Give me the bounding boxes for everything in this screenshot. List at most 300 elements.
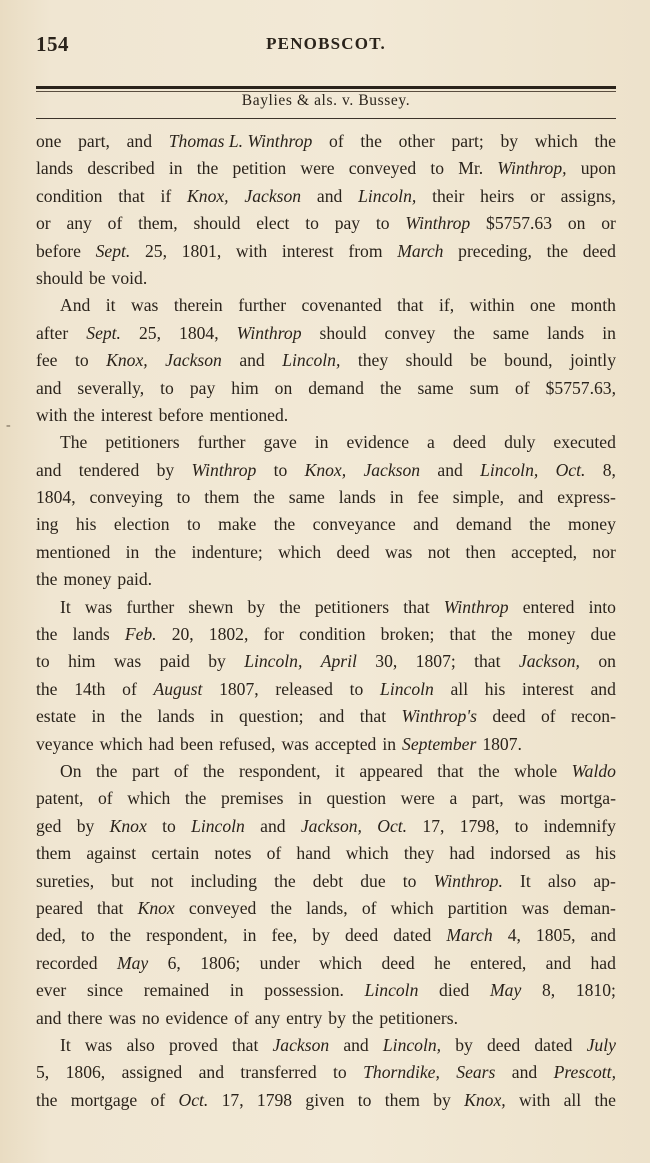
word: the	[36, 1089, 58, 1110]
word: mentioned	[36, 541, 111, 562]
italic-word	[572, 758, 616, 785]
italic-text: Lincoln	[364, 980, 419, 1001]
word: further	[197, 432, 246, 453]
italic-text: Winthrop.	[433, 870, 503, 891]
word: released	[275, 678, 333, 699]
word: that	[359, 706, 387, 727]
word: of	[266, 843, 282, 864]
italic-text: Knox	[137, 897, 175, 918]
word: deed	[486, 1034, 521, 1055]
italic-word	[154, 676, 203, 703]
word: there	[67, 1007, 103, 1028]
word: lands,	[306, 897, 348, 918]
word: condition	[36, 185, 103, 206]
word: to	[74, 350, 89, 371]
text-line	[36, 840, 616, 867]
italic-word	[363, 1059, 440, 1086]
word: to	[305, 213, 319, 234]
italic-word	[365, 977, 419, 1004]
italic-text: March	[397, 240, 444, 261]
word: to	[36, 651, 50, 672]
word: should	[405, 350, 453, 371]
italic-word	[191, 457, 256, 484]
word: upon	[580, 158, 616, 179]
word: which	[534, 131, 578, 151]
word: to	[375, 213, 390, 234]
italic-word	[383, 1032, 441, 1059]
word: void.	[111, 267, 148, 288]
word: hand	[296, 843, 331, 864]
italic-word	[480, 457, 538, 484]
word: entered	[522, 596, 575, 617]
word: including	[190, 870, 258, 891]
word: the	[478, 760, 500, 781]
word: was	[281, 733, 309, 754]
word: 1798,	[459, 815, 500, 836]
word: him	[68, 651, 96, 672]
word: and	[198, 1062, 225, 1083]
italic-word	[138, 895, 175, 922]
word: conveyance	[312, 514, 396, 535]
word: evidence	[346, 432, 410, 453]
word: in	[229, 980, 244, 1001]
word: from	[348, 240, 383, 261]
word: after	[36, 322, 69, 343]
word: express-	[557, 487, 616, 508]
word: the	[196, 158, 219, 179]
word: the	[184, 788, 207, 809]
word: of	[107, 213, 123, 234]
word: to	[187, 514, 201, 535]
word: the	[96, 760, 118, 781]
word: by	[328, 1007, 346, 1028]
page-number: 154	[36, 32, 69, 56]
word: part,	[78, 131, 110, 151]
word: which	[99, 733, 143, 754]
text-line	[36, 265, 616, 292]
word: money	[568, 514, 616, 535]
word: should	[319, 322, 367, 343]
word: interest	[522, 678, 574, 699]
italic-text: Lincoln	[191, 815, 245, 836]
italic-text: July	[586, 1034, 616, 1055]
word: all	[563, 1089, 582, 1110]
italic-text: Oct.	[178, 1089, 209, 1110]
italic-word	[191, 813, 245, 840]
word: and	[590, 925, 616, 946]
word: nor	[592, 541, 616, 562]
word: to	[80, 925, 95, 946]
word: remained	[143, 980, 210, 1001]
word: demand	[308, 377, 364, 398]
word: tendered	[78, 459, 140, 480]
word: petitioners	[105, 432, 180, 453]
italic-text: Lincoln,	[358, 185, 417, 206]
italic-text: Sept.	[95, 240, 131, 261]
text-line	[36, 731, 616, 758]
word: 1798	[256, 1089, 293, 1110]
italic-word	[117, 950, 148, 977]
word: of	[173, 760, 189, 781]
word: recon-	[571, 706, 616, 727]
italic-text: Jackson	[272, 1034, 330, 1055]
word: on	[567, 213, 586, 234]
word: notes	[214, 843, 252, 864]
word: by	[156, 459, 175, 480]
word: severally,	[77, 377, 145, 398]
word: convey	[384, 322, 436, 343]
word: the	[253, 487, 275, 508]
word: were	[400, 788, 435, 809]
text-line	[36, 703, 616, 730]
word: possession.	[264, 980, 344, 1001]
word: same	[492, 322, 530, 343]
italic-word	[169, 128, 313, 155]
italic-word	[444, 594, 509, 621]
text-line	[36, 621, 616, 648]
italic-text: Sears	[456, 1062, 496, 1083]
italic-word	[464, 1087, 506, 1114]
word: against	[86, 843, 137, 864]
text-line	[36, 1059, 616, 1086]
word: interest	[281, 240, 334, 261]
word: and	[413, 514, 439, 535]
word: which	[345, 843, 389, 864]
word: described	[87, 158, 155, 179]
italic-text: Knox,	[304, 459, 347, 480]
word: then	[465, 541, 496, 562]
word: all	[450, 678, 469, 699]
word: be	[88, 267, 106, 288]
italic-text: September	[402, 733, 477, 754]
text-line	[36, 238, 616, 265]
text-line	[36, 292, 616, 319]
italic-text: April	[320, 651, 357, 672]
word: 1810;	[575, 980, 616, 1001]
word: since	[86, 980, 124, 1001]
word: the	[154, 541, 177, 562]
word: due	[360, 870, 386, 891]
word: them	[36, 843, 72, 864]
word: of	[234, 1007, 249, 1028]
word: and	[36, 1007, 62, 1028]
italic-text: Prescott,	[553, 1062, 616, 1083]
word: And	[60, 295, 91, 316]
text-line	[36, 429, 616, 456]
italic-text: Lincoln,	[244, 651, 303, 672]
italic-text: Jackson	[165, 350, 222, 371]
word: broken;	[380, 624, 435, 645]
text-line	[36, 676, 616, 703]
word: ing	[36, 514, 59, 535]
word: recorded	[36, 952, 98, 973]
word: pay	[189, 377, 216, 398]
word: question	[326, 788, 387, 809]
text-line	[36, 155, 616, 182]
italic-text: Winthrop	[443, 596, 509, 617]
italic-word	[321, 648, 357, 675]
word: further	[126, 596, 175, 617]
italic-text: Lincoln,	[480, 459, 539, 480]
word: that	[231, 1034, 259, 1055]
italic-text: Lincoln,	[282, 350, 341, 371]
word: and	[590, 678, 616, 699]
word: no	[141, 1007, 160, 1028]
text-line	[36, 922, 616, 949]
word: mortga-	[560, 788, 616, 809]
italic-word	[554, 1059, 616, 1086]
word: in	[314, 432, 329, 453]
word: the	[379, 377, 402, 398]
word: evidence	[165, 1007, 229, 1028]
word: that	[449, 624, 476, 645]
text-line	[36, 183, 616, 210]
page-header	[36, 32, 616, 62]
word: month	[570, 295, 616, 316]
word: with	[235, 240, 268, 261]
word: was	[108, 1007, 136, 1028]
italic-word	[282, 347, 340, 374]
word: deed	[492, 706, 526, 727]
word: 1802,	[208, 624, 249, 645]
italic-word	[587, 1032, 616, 1059]
text-line	[36, 594, 616, 621]
word: was	[521, 897, 549, 918]
word: deed	[381, 952, 415, 973]
word: that	[437, 760, 464, 781]
text-line	[36, 868, 616, 895]
word: and	[36, 377, 62, 398]
word: ever	[36, 980, 67, 1001]
text-line	[36, 128, 616, 155]
word: 1806;	[200, 952, 241, 973]
italic-word	[380, 676, 434, 703]
word: assigns,	[560, 185, 616, 206]
word: under	[259, 952, 300, 973]
word: within	[469, 295, 515, 316]
word: whole	[514, 760, 558, 781]
italic-text: May	[116, 952, 149, 973]
word: lands	[157, 706, 195, 727]
text-line	[36, 1005, 616, 1032]
word: 14th	[74, 678, 106, 699]
word: to	[333, 1062, 347, 1083]
italic-word	[456, 1059, 495, 1086]
word: the	[273, 514, 296, 535]
word: the	[490, 624, 513, 645]
word: it	[335, 760, 345, 781]
word: further	[238, 295, 287, 316]
word: 6,	[167, 952, 181, 973]
word: 25,	[139, 322, 161, 343]
word: had	[148, 733, 175, 754]
italic-text: Winthrop	[236, 322, 302, 343]
word: 1807.	[482, 733, 522, 754]
word: to	[514, 815, 529, 836]
word: of	[122, 678, 137, 699]
word: the	[73, 404, 95, 425]
word: which	[278, 541, 322, 562]
italic-word	[397, 238, 443, 265]
word: as	[565, 843, 581, 864]
italic-text: Knox	[109, 815, 147, 836]
word: any	[66, 213, 92, 234]
word: was	[84, 596, 113, 617]
word: dated	[393, 925, 432, 946]
word: be	[470, 350, 487, 371]
word: not	[150, 870, 174, 891]
word: interest	[100, 404, 153, 425]
word: paid	[159, 651, 190, 672]
word: on	[598, 651, 616, 672]
word: sum	[469, 377, 499, 398]
word: make	[218, 514, 257, 535]
word: also	[547, 870, 577, 891]
word: which	[390, 897, 434, 918]
word: 1806,	[65, 1062, 106, 1083]
italic-word	[244, 648, 302, 675]
word: deed	[336, 541, 370, 562]
word: pay	[334, 213, 361, 234]
italic-text: Jackson	[363, 459, 421, 480]
word: of	[514, 377, 530, 398]
word: 4,	[507, 925, 521, 946]
word: the	[36, 678, 58, 699]
italic-text: Winthrop's	[401, 706, 477, 727]
word: the	[529, 514, 551, 535]
word: their	[432, 185, 465, 206]
word: The	[60, 432, 88, 453]
word: ded,	[36, 925, 66, 946]
word: deman-	[563, 897, 616, 918]
word: and	[260, 815, 286, 836]
word: was	[518, 788, 546, 809]
word: It	[60, 596, 71, 617]
word: sureties,	[36, 870, 95, 891]
word: and	[239, 350, 265, 371]
word: deed	[582, 240, 616, 261]
word: a	[427, 432, 435, 453]
italic-word	[301, 813, 362, 840]
word: It	[520, 870, 531, 891]
word: should	[36, 267, 83, 288]
italic-word	[363, 457, 420, 484]
text-line	[36, 210, 616, 237]
word: same	[288, 487, 325, 508]
word: peared	[36, 897, 83, 918]
word: 8,	[541, 980, 556, 1001]
italic-text: Sept.	[86, 322, 121, 343]
italic-text: Winthrop	[405, 213, 471, 234]
word: into	[588, 596, 616, 617]
word: but	[111, 870, 134, 891]
word: 5,	[36, 1062, 50, 1083]
word: veyance	[36, 733, 94, 754]
word: 1807;	[415, 651, 456, 672]
word: of	[98, 788, 113, 809]
italic-word	[237, 320, 302, 347]
italic-word	[358, 183, 416, 210]
word: covenanted	[301, 295, 382, 316]
word: part	[131, 760, 160, 781]
word: before	[36, 240, 81, 261]
text-line	[36, 566, 616, 593]
word: therein	[173, 295, 223, 316]
word: simple,	[452, 487, 505, 508]
italic-text: Oct.	[555, 459, 586, 480]
word: or	[36, 213, 51, 234]
text-line	[36, 511, 616, 538]
word: 8,	[602, 459, 616, 480]
italic-word	[497, 155, 566, 182]
italic-word	[96, 238, 131, 265]
word: which	[319, 952, 363, 973]
word: appeared	[359, 760, 423, 781]
word: also	[126, 1034, 155, 1055]
word: and	[517, 487, 544, 508]
word: was	[131, 295, 159, 316]
word: certain	[151, 843, 200, 864]
word: them,	[138, 213, 178, 234]
italic-word	[244, 183, 301, 210]
word: was	[385, 541, 413, 562]
word: same	[417, 377, 454, 398]
word: other	[398, 131, 435, 151]
italic-word	[556, 457, 586, 484]
word: demand	[455, 514, 512, 535]
word: mentioned.	[209, 404, 289, 425]
word: it	[105, 295, 116, 316]
word: by	[208, 651, 226, 672]
word: with	[518, 1089, 551, 1110]
italic-text: Knox,	[106, 350, 148, 371]
header-rule-thick	[36, 86, 616, 89]
word: was	[84, 1034, 113, 1055]
italic-word	[490, 977, 521, 1004]
word: his	[75, 514, 97, 535]
word: of	[361, 897, 377, 918]
word: lands	[547, 322, 585, 343]
word: to	[430, 158, 445, 179]
word: estate	[36, 706, 77, 727]
margin-mark: -	[6, 418, 11, 433]
word: 25,	[144, 240, 167, 261]
word: to	[176, 487, 191, 508]
word: died	[439, 980, 470, 1001]
word: and	[511, 1062, 538, 1083]
text-line	[36, 320, 616, 347]
word: Mr.	[458, 158, 484, 179]
word: and	[126, 131, 153, 151]
word: before	[158, 404, 204, 425]
text-line	[36, 402, 616, 429]
italic-text: Lincoln	[380, 678, 434, 699]
word: were	[300, 158, 335, 179]
word: premises	[220, 788, 284, 809]
word: one	[530, 295, 556, 316]
word: entered,	[470, 952, 527, 973]
word: had	[590, 952, 616, 973]
word: was	[113, 651, 142, 672]
word: fee,	[271, 925, 298, 946]
word: him	[231, 377, 259, 398]
word: or	[530, 185, 545, 206]
word: in	[125, 541, 140, 562]
word: jointly	[570, 350, 616, 371]
word: election	[113, 514, 170, 535]
italic-word	[377, 813, 407, 840]
word: and	[343, 1034, 369, 1055]
